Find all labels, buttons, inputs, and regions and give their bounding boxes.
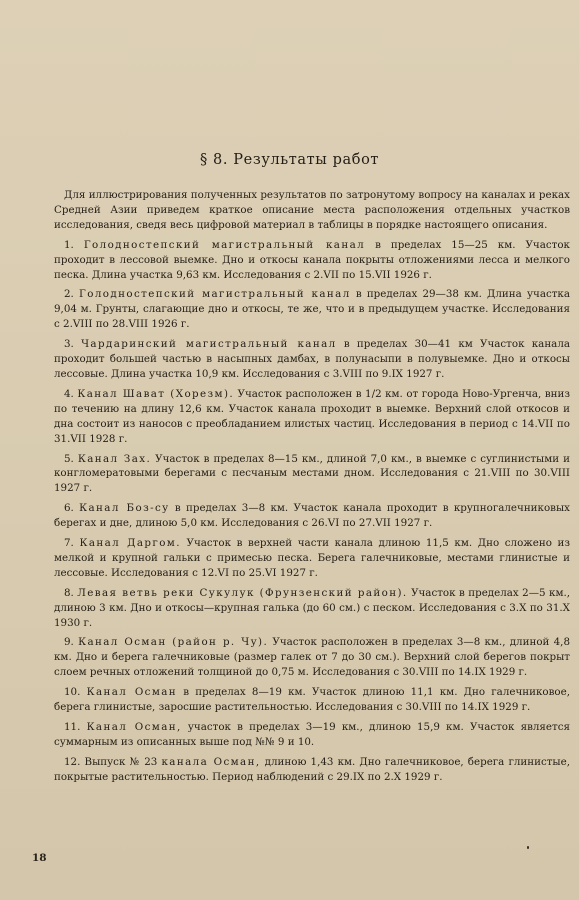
- paragraph-9: [54, 635, 570, 680]
- paragraph-6: [54, 501, 570, 531]
- paragraph-text: Участок в верхней части канала длиною 11,5 км. Дно сложено из мелкой и крупной гальки с примесью песка. Берега галечниковые, местами глинистые и лессовые. Исследования с 12.VI по 25.VI 1927 г.: [54, 537, 571, 579]
- paragraph-text: в пределах 15—25 км. Участок проходит в лессовой выемке. Дно и откосы канала покрыты отложениями лесса и мелкого песка. Длина участка 9,63 км. Исследования с 2.VII по 15.VII 1926 г.: [54, 238, 570, 281]
- paragraph-number: 11.: [64, 721, 81, 733]
- paragraph-text: Участок в пределах 8—15 км., длиной 7,0 км., в выемке с суглинистыми и конгломератовыми берегами с песчаным местами дном. Исследования с 21.VIII по 30.VIII 1927 г.: [54, 452, 570, 495]
- paragraph-text: в пределах 3—8 км. Участок канала проходит в крупногалечниковых берегах и дне, длиною 5,0 км. Исследования с 26.VI по 27.VII 1927 г.: [54, 502, 570, 530]
- paragraph-text: Участок в пределах 2—5 км., длиною 3 км. Дно и откосы—крупная галька (до 60 см.) с песком. Исследования с 3.Х по 31.Х 1930 г.: [54, 586, 570, 629]
- paragraph-number: 8.: [64, 586, 74, 599]
- page-number: 18: [32, 852, 47, 864]
- paragraph-2: [54, 287, 570, 332]
- paragraph-number: 5.: [64, 452, 74, 465]
- canal-name: Канал Шават (Хорезм).: [77, 387, 235, 400]
- canal-name: Голодностепский магистральный канал: [83, 238, 366, 251]
- paragraph-4: [54, 387, 570, 447]
- canal-name: Канал Осман (район р. Чу).: [78, 636, 269, 649]
- paragraph-number: 7.: [64, 537, 74, 550]
- paragraph-3: [54, 337, 570, 382]
- canal-name: Канал Осман,: [86, 721, 182, 733]
- paragraph-12: [54, 755, 570, 785]
- paragraph-text: Участок расположен в пределах 3—8 км., длиной 4,8 км. Дно и берега галечниковые (размер галек от 7 до 30 см.). Верхний слой берегов покрыт слоем речных отложений толщиной до 0,75 м. Исследования с 30.VIII по 14.IX 1929 г.: [54, 636, 570, 679]
- paragraph-1: [54, 238, 570, 283]
- paragraph-text: Участок расположен в 1/2 км. от города Ново-Ургенча, вниз по течению на длину 12,6 км. Участок канала проходит в выемке. Верхний слой откосов и дна состоит из наносов с преобладанием илистых частиц. Исследования в период с 14.VII по 31.VII 1928 г.: [54, 387, 570, 445]
- paragraph-5: [54, 452, 570, 497]
- canal-name: Канал Боз-су: [79, 502, 170, 515]
- canal-name: канала Осман,: [161, 755, 261, 768]
- paragraph-text: в пределах 30—41 км Участок канала проходит большей частью в насыпных дамбах, в полунасыпи в полувыемке. Дно и откосы лессовые. Длина участка 10,9 км. Исследования с 3.VIII по 9.IX 1927 г.: [54, 338, 571, 380]
- paragraph-7: [54, 536, 570, 581]
- paragraph-number: 12. Выпуск № 23: [64, 755, 158, 768]
- paragraph-number: 4.: [64, 387, 74, 400]
- paragraph-number: 2.: [64, 288, 74, 301]
- print-speck: [527, 846, 529, 849]
- section-heading: § 8. Результаты работ: [199, 152, 380, 168]
- canal-name: Чардаринский магистральный канал: [81, 338, 337, 351]
- paragraph-number: 1.: [64, 238, 74, 251]
- canal-name: Голодностепский магистральный канал: [79, 288, 351, 301]
- canal-name: Канал Зах.: [77, 452, 152, 465]
- paragraph-text: в пределах 29—38 км. Длина участка 9,04 м. Грунты, слагающие дно и откосы, те же, что и в предыдущем участке. Исследования с 2.VIII по 28.VIII 1926 г.: [54, 288, 571, 331]
- paragraph-number: 9.: [64, 636, 74, 649]
- paragraph-number: 3.: [64, 338, 74, 351]
- paragraph-number: 6.: [64, 502, 74, 515]
- paragraph-11: [54, 720, 570, 750]
- canal-name: Канал Осман: [86, 686, 178, 699]
- paragraph-number: 10.: [64, 686, 81, 699]
- paragraph-text: участок в пределах 3—19 км., длиною 15,9 км. Участок является суммарным из описанных выше под №№ 9 и 10.: [54, 721, 570, 748]
- paragraph-text: в пределах 8—19 км. Участок длиною 11,1 км. Дно галечниковое, берега глинистые, заросшие растительностью. Исследования с 30.VIII по 14.IX 1929 г.: [54, 686, 570, 714]
- intro-paragraph: Для иллюстрирования полученных результатов по затронутому вопросу на каналах и реках Средней Азии приведем краткое описание места расположения отдельных участков исследования, сведя весь цифровой материал в таблицы в порядке настоящего описания.: [54, 189, 570, 231]
- paragraph-8: [54, 586, 570, 631]
- section-body: [54, 188, 570, 785]
- canal-name: Левая ветвь реки Сукулук (Фрунзенский район).: [77, 586, 408, 599]
- paragraph-10: [54, 685, 570, 715]
- canal-name: Канал Даргом.: [79, 537, 181, 550]
- paragraph-text: длиною 1,43 км. Дно галечниковое, берега глинистые, покрытые растительностью. Период наблюдений с 29.IX по 2.Х 1929 г.: [54, 755, 570, 783]
